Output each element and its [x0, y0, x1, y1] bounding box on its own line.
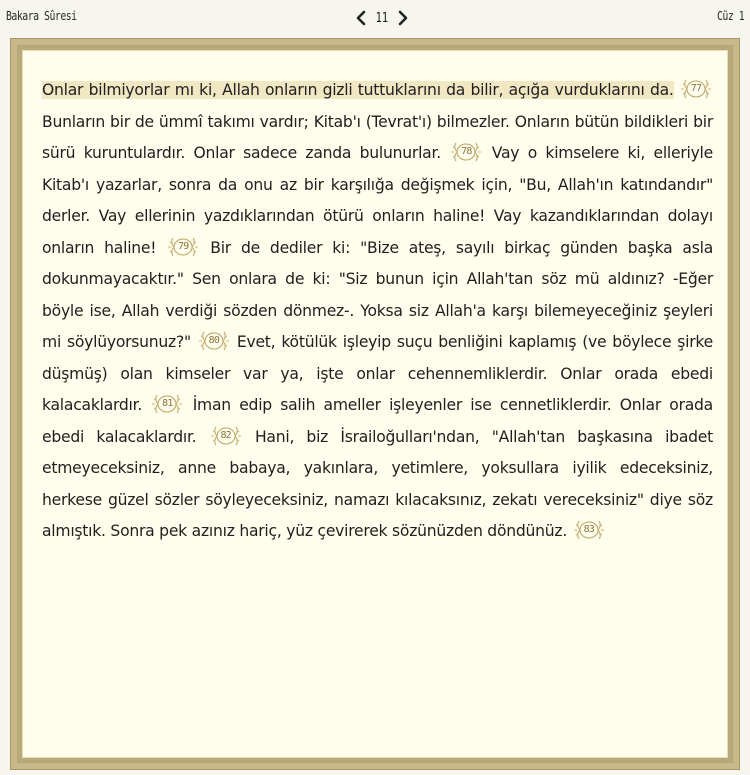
verse-text-highlighted[interactable]: Onlar bilmiyorlar mı ki, Allah onların gizli tuttuklarını da bilir, açığa vurduklarını da.: [42, 81, 674, 99]
chevron-right-icon: [397, 10, 409, 26]
ayah-number: 83: [583, 524, 595, 535]
page-frame: [10, 38, 740, 770]
verse-text[interactable]: Hani, biz İsrailoğulları'ndan, "Allah'tan başkasına ibadet etmeyeceksiniz, anne babaya, yakınlara, yetimlere, yoksullara iyilik edeceksiniz, herkese güzel sözler söyleyeceksiniz, namazı kılacaksınız, zekatı vereceksiniz" diye söz almıştık. Sonra pek azınız hariç, yüz çevirerek sözünüzden döndünüz.: [42, 427, 713, 540]
ayah-marker-81[interactable]: [152, 393, 182, 415]
prev-page-button[interactable]: [354, 8, 368, 28]
next-page-button[interactable]: [396, 8, 410, 28]
verse-text[interactable]: Evet, kötülük işleyip suçu benliğini kaplamış (ve böylece şirke düşmüş) olan kimseler var ya, işte onlar cehennemliklerdir. Onlar orada ebedi kalacaklardır.: [42, 333, 713, 414]
page-number[interactable]: 11: [375, 10, 389, 26]
ayah-marker-79[interactable]: [168, 236, 198, 258]
ayah-marker-77[interactable]: [681, 78, 711, 100]
mushaf-page: [22, 50, 728, 758]
page-navigation: [354, 6, 410, 30]
ayah-number: 78: [461, 146, 472, 157]
ayah-marker-78[interactable]: [451, 141, 481, 163]
ayah-number: 77: [690, 83, 702, 94]
verse-text: [42, 75, 713, 548]
ayah-marker-80[interactable]: [199, 330, 229, 352]
verse-text[interactable]: Vay o kimselere ki, elleriyle Kitab'ı yazarlar, sonra da onu az bir karşılığa değişmek için, "Bu, Allah'ın katındandır" derler. Vay ellerinin yazdıklarından ötürü onların haline! Vay kazandıklarından dolayı onların haline!: [42, 144, 713, 257]
ayah-number: 79: [178, 240, 189, 252]
chevron-left-icon: [355, 10, 367, 26]
ayah-marker-82[interactable]: [211, 425, 241, 447]
ayah-number: 82: [220, 429, 231, 441]
juz-label[interactable]: Cüz 1: [716, 9, 744, 23]
ayah-number: 81: [162, 398, 173, 409]
sure-name[interactable]: Bakara Sûresi: [6, 9, 77, 23]
verse-text[interactable]: Bunların bir de ümmî takımı vardır; Kitab'ı (Tevrat'ı) bilmezler. Onların bütün bildikleri bir sürü kuruntulardır. Onlar sadece zanda bulunurlar.: [42, 112, 713, 162]
ayah-marker-83[interactable]: [574, 519, 604, 541]
verse-text[interactable]: Bir de dediler ki: "Bize ateş, sayılı birkaç günden başka asla dokunmayacaktır." Sen onlara de ki: "Siz bunun için Allah'tan söz mü aldınız? -Eğer böyle ise, Allah verdiği sözden dönmez-. Yoksa siz Allah'a karşı bilemeyeceğiniz şeyleri mi söylüyorsunuz?": [42, 238, 714, 351]
ayah-number: 80: [208, 335, 220, 346]
verse-text[interactable]: İman edip salih ameller işleyenler ise cennetliklerdir. Onlar orada ebedi kalacaklardır.: [42, 396, 713, 446]
top-bar: [0, 0, 750, 36]
page-frame-inner: [17, 45, 733, 763]
